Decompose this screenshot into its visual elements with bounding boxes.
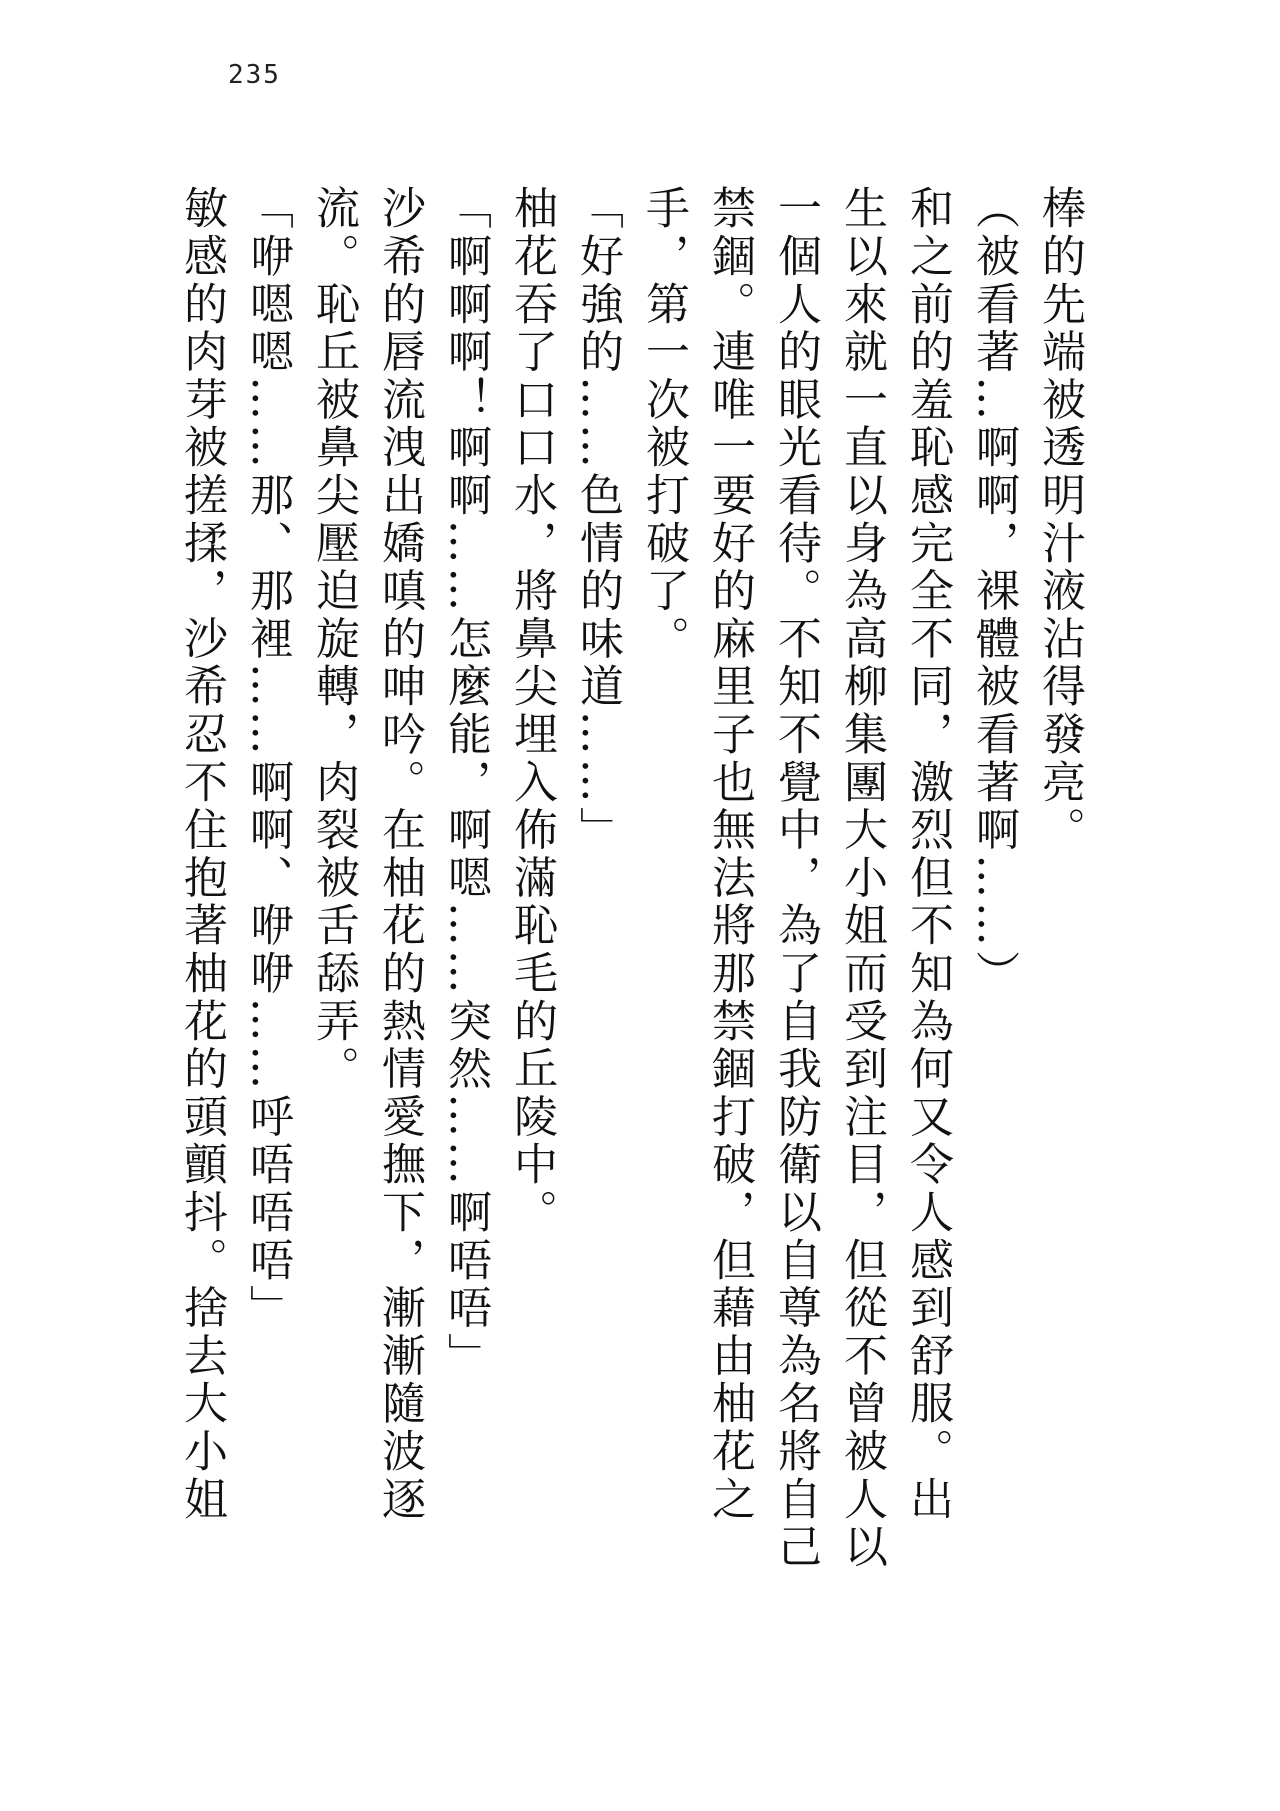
text-line: 敏感的肉芽被搓揉，沙希忍不住抱著柚花的頭顫抖。捨去大小姐 (176, 185, 227, 1524)
text-line: 「好強的……色情的味道……」 (572, 185, 623, 855)
text-line: 「咿嗯嗯……那、那裡……啊啊、咿咿……呼唔唔唔」 (242, 185, 293, 1333)
text-line: 手，第一次被打破了。 (638, 185, 689, 663)
text-line: 和之前的羞恥感完全不同，激烈但不知為何又令人感到舒服。出 (902, 185, 953, 1524)
text-line: （被看著…啊啊，裸體被看著啊……） (968, 185, 1019, 998)
text-line: 流。恥丘被鼻尖壓迫旋轉，肉裂被舌舔弄。 (308, 185, 359, 1094)
text-line: 柚花吞了口口水，將鼻尖埋入佈滿恥毛的丘陵中。 (506, 185, 557, 1237)
text-line: 「啊啊啊！啊啊……怎麼能，啊嗯……突然……啊唔唔」 (440, 185, 491, 1380)
text-line: 生以來就一直以身為高柳集團大小姐而受到注目，但從不曾被人以 (836, 185, 887, 1572)
page-number: 235 (228, 60, 281, 90)
text-line: 棒的先端被透明汁液沾得發亮。 (1034, 185, 1085, 855)
text-line: 禁錮。連唯一要好的麻里子也無法將那禁錮打破，但藉由柚花之 (704, 185, 755, 1524)
text-line: 沙希的唇流洩出嬌嗔的呻吟。在柚花的熱情愛撫下，漸漸隨波逐 (374, 185, 425, 1524)
vertical-text-body (168, 185, 1092, 1665)
text-line: 一個人的眼光看待。不知不覺中，為了自我防衛以自尊為名將自己 (770, 185, 821, 1572)
